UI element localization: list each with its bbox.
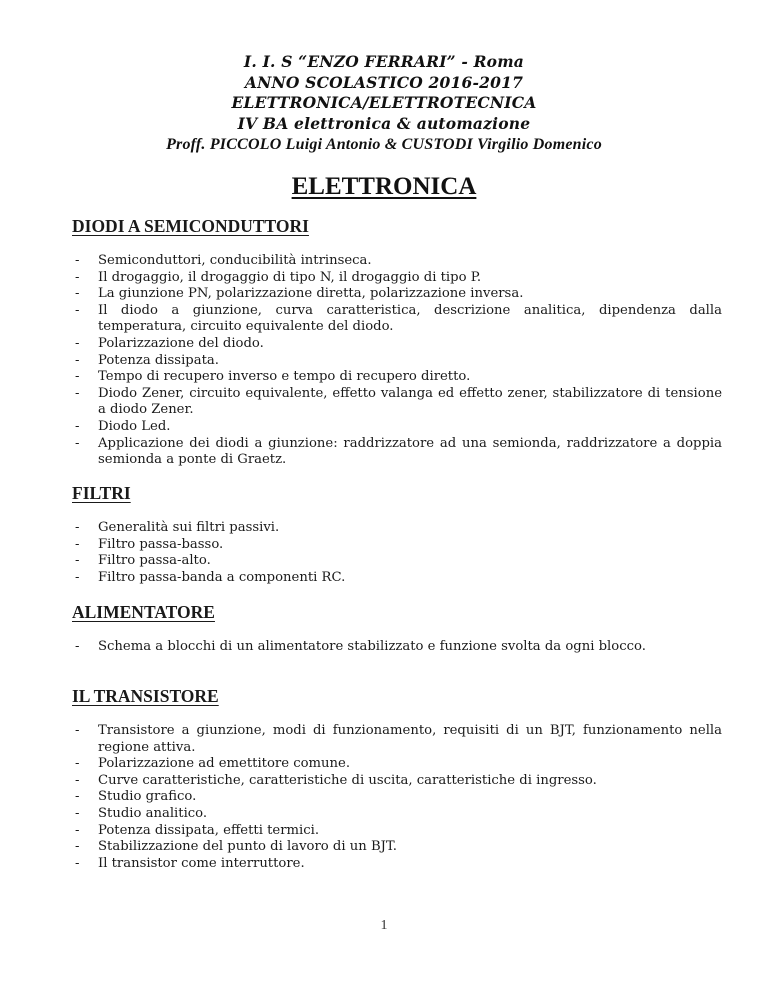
topic-list <box>72 253 722 469</box>
list-item: - Generalità sui filtri passivi. <box>72 520 722 537</box>
section-alimentatore <box>72 601 722 656</box>
list-item: - Polarizzazione ad emettitore comune. <box>72 756 722 773</box>
list-item: - Potenza dissipata. <box>72 353 722 370</box>
class-name: IV BA elettronica & automazione <box>237 113 531 133</box>
list-item: - Il transistor come interruttore. <box>72 856 722 873</box>
list-item: - Diodo Led. <box>72 419 722 436</box>
section-title: ALIMENTATORE <box>72 602 215 622</box>
subject-area: ELETTRONICA/ELETTROTECNICA <box>231 93 537 112</box>
list-item: - Polarizzazione del diodo. <box>72 336 722 353</box>
list-item: - Potenza dissipata, effetti termici. <box>72 823 722 840</box>
list-item: - Studio analitico. <box>72 806 722 823</box>
page-number: 1 <box>380 918 388 933</box>
topic-list <box>72 639 722 656</box>
teachers: Proff. PICCOLO Luigi Antonio & CUSTODI Virgilio Domenico <box>166 136 602 153</box>
list-item: - Studio grafico. <box>72 789 722 806</box>
list-item: - Applicazione dei diodi a giunzione: raddrizzatore ad una semionda, raddrizzatore a doppia semionda a ponte di Graetz. <box>72 436 722 469</box>
school-name: I. I. S “ENZO FERRARI” - Roma <box>243 52 525 71</box>
list-item: - La giunzione PN, polarizzazione diretta, polarizzazione inversa. <box>72 286 722 303</box>
list-item: - Filtro passa-basso. <box>72 537 722 554</box>
topic-list <box>72 723 722 872</box>
page-title <box>0 172 768 202</box>
list-item: - Stabilizzazione del punto di lavoro di un BJT. <box>72 839 722 856</box>
section-diodi <box>72 215 722 469</box>
list-item: - Semiconduttori, conducibilità intrinseca. <box>72 253 722 270</box>
list-item: - Tempo di recupero inverso e tempo di recupero diretto. <box>72 369 722 386</box>
document-header <box>0 52 768 155</box>
list-item: - Curve caratteristiche, caratteristiche di uscita, caratteristiche di ingresso. <box>72 773 722 790</box>
list-item: - Il diodo a giunzione, curva caratteristica, descrizione analitica, dipendenza dalla temperatura, circuito equivalente del diodo. <box>72 303 722 336</box>
list-item: - Schema a blocchi di un alimentatore stabilizzato e funzione svolta da ogni blocco. <box>72 639 722 656</box>
list-item: - Il drogaggio, il drogaggio di tipo N, il drogaggio di tipo P. <box>72 270 722 287</box>
list-item: - Diodo Zener, circuito equivalente, effetto valanga ed effetto zener, stabilizzatore di tensione a diodo Zener. <box>72 386 722 419</box>
page-title-text: ELETTRONICA <box>291 173 477 200</box>
list-item: - Transistore a giunzione, modi di funzionamento, requisiti di un BJT, funzionamento nella regione attiva. <box>72 723 722 756</box>
list-item: - Filtro passa-banda a componenti RC. <box>72 570 722 587</box>
section-transistore <box>72 685 722 872</box>
section-title: DIODI A SEMICONDUTTORI <box>72 216 309 236</box>
section-filtri <box>72 482 722 586</box>
section-title: FILTRI <box>72 483 131 503</box>
list-item: - Filtro passa-alto. <box>72 553 722 570</box>
section-title: IL TRANSISTORE <box>72 686 219 706</box>
topic-list <box>72 520 722 586</box>
school-year: ANNO SCOLASTICO 2016-2017 <box>244 72 524 92</box>
